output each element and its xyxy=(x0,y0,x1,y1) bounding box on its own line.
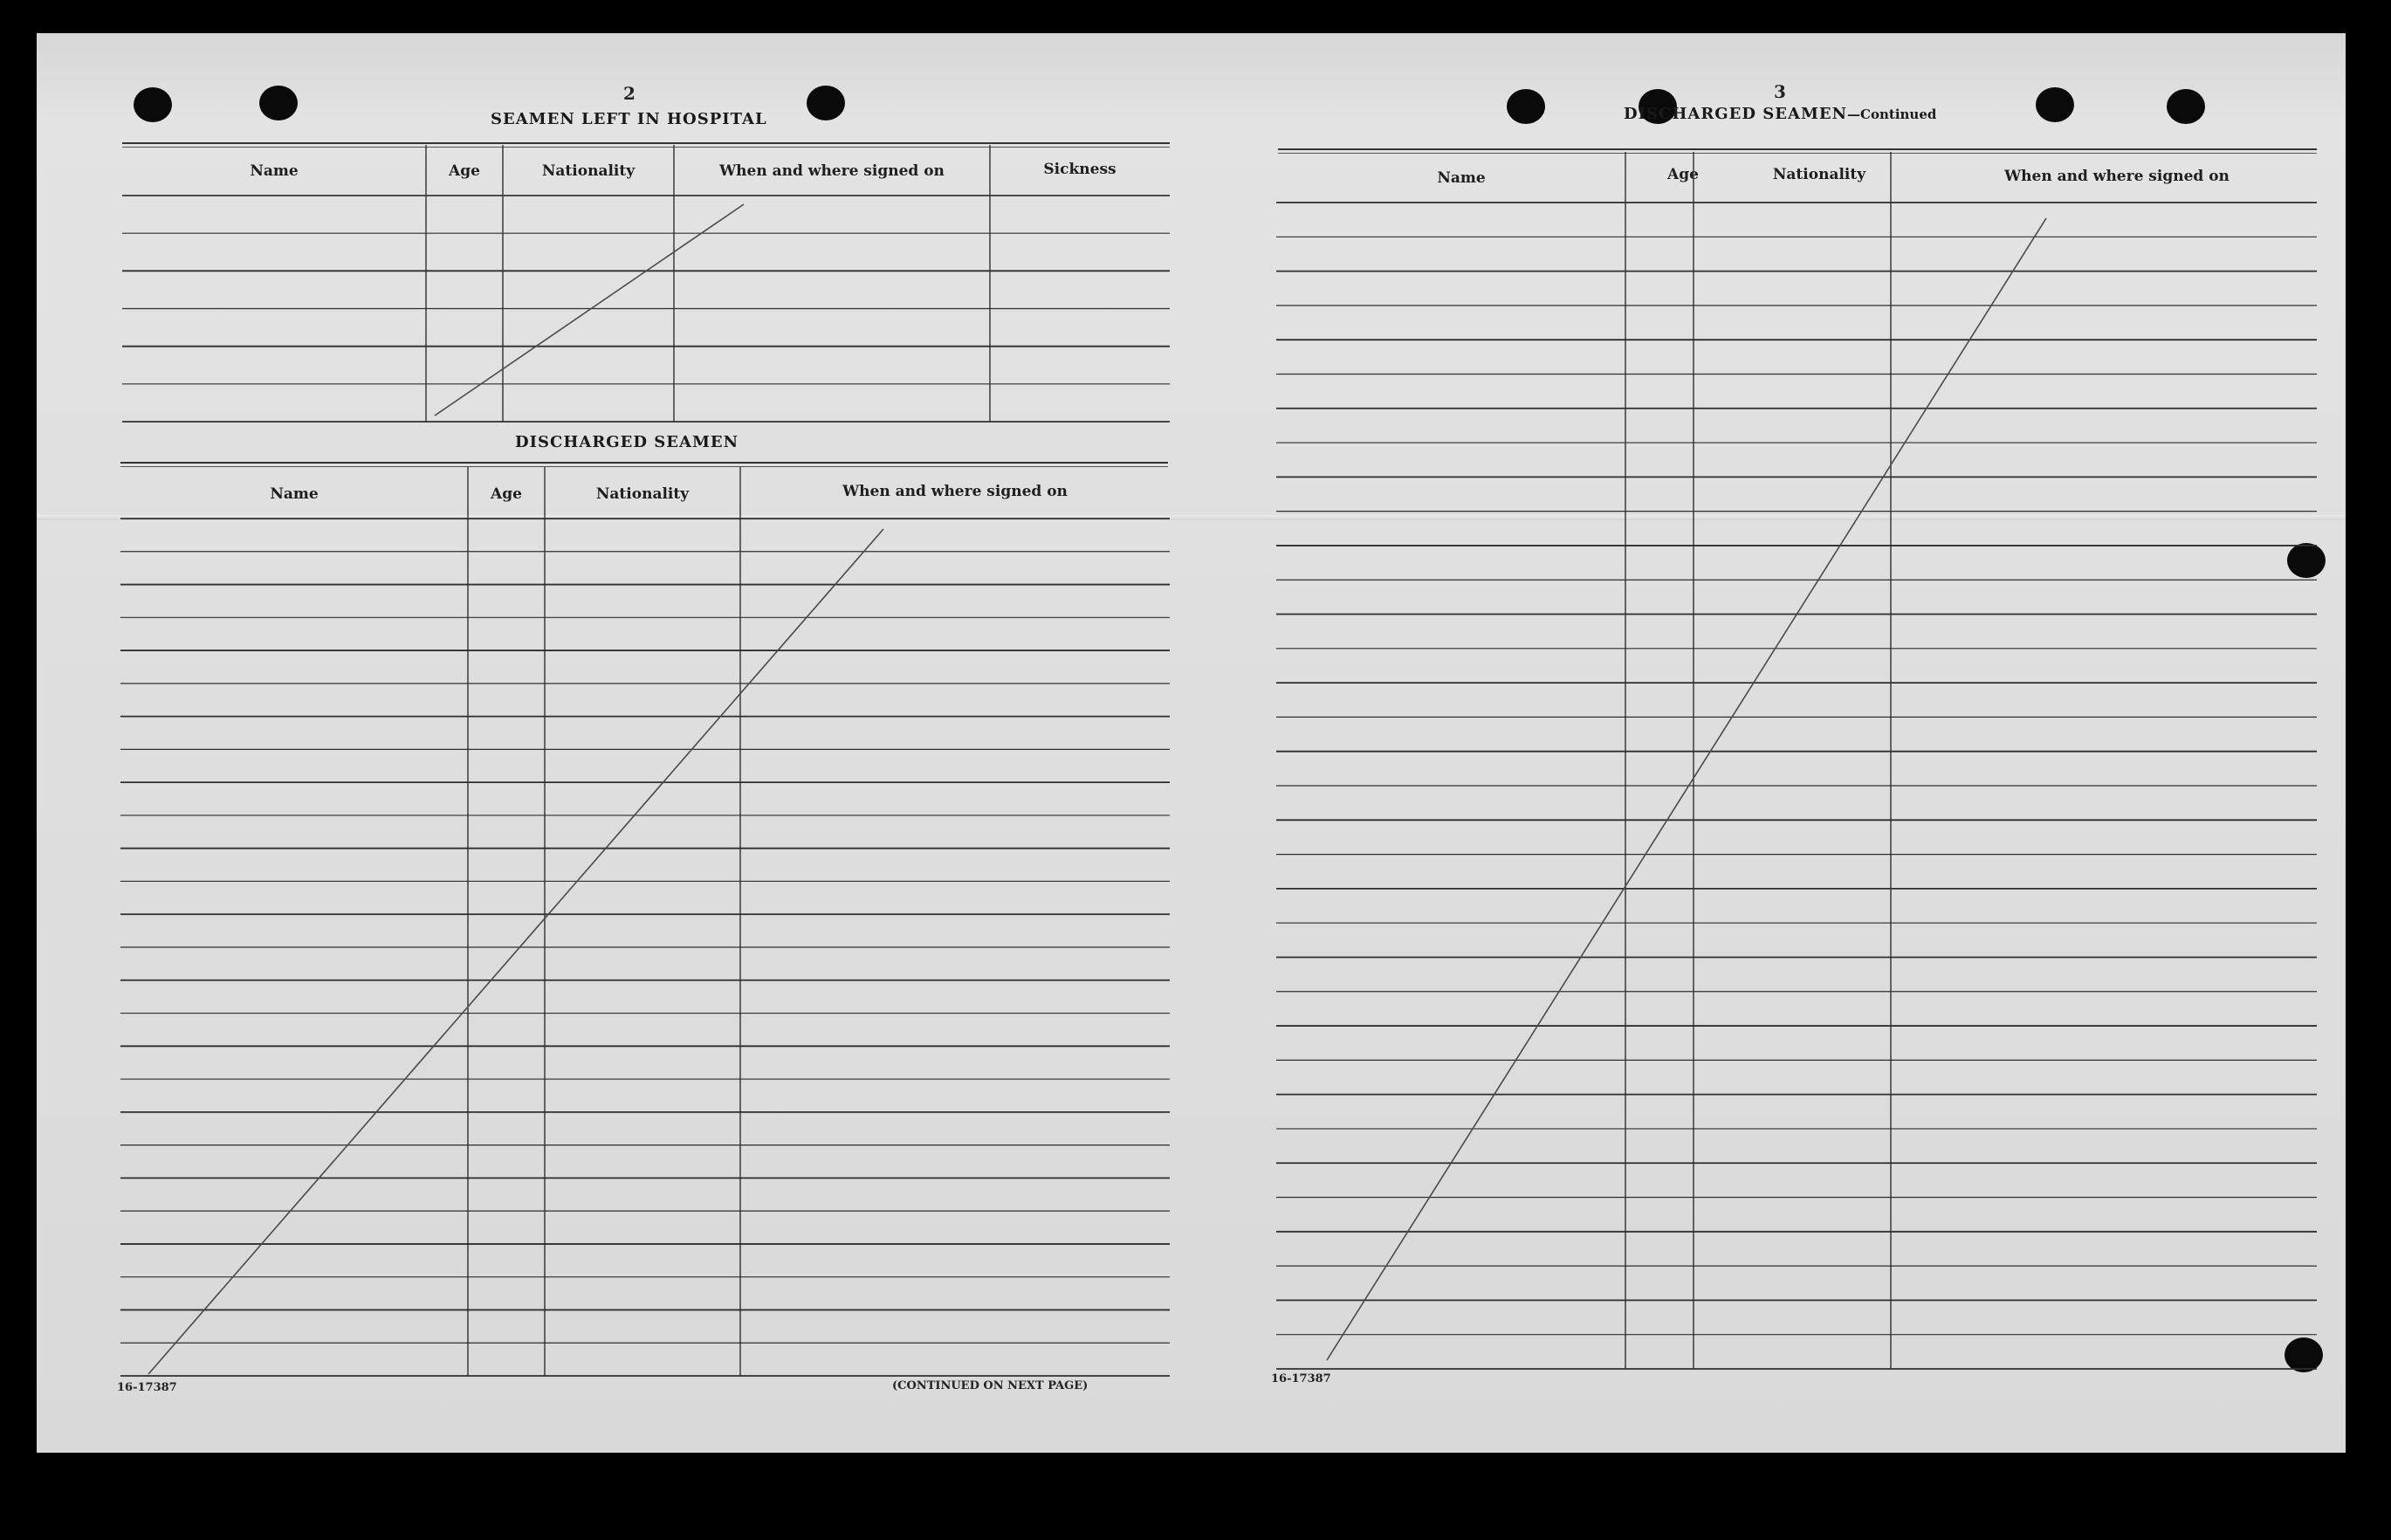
form-number-right: 16-17387 xyxy=(1271,1372,1331,1385)
cancellation-stroke-continued xyxy=(1327,218,2046,1360)
page-number-right: 3 xyxy=(1774,81,1786,102)
form-grid xyxy=(37,33,2346,1453)
discharged-col-age: Age xyxy=(491,485,522,503)
discharged-continued-title-main: DISCHARGED SEAMEN xyxy=(1624,105,1848,123)
hospital-col-name: Name xyxy=(250,162,299,180)
continued-col-age: Age xyxy=(1667,166,1699,183)
continued-note: (CONTINUED ON NEXT PAGE) xyxy=(892,1379,1089,1392)
discharged-col-signed-on: When and where signed on xyxy=(842,483,1068,500)
hospital-col-age: Age xyxy=(449,162,480,180)
discharged-section-title: DISCHARGED SEAMEN xyxy=(515,433,739,451)
continued-col-name: Name xyxy=(1437,169,1486,187)
discharged-col-nationality: Nationality xyxy=(595,485,690,503)
continued-col-signed-on: When and where signed on xyxy=(2004,168,2230,185)
discharged-col-name: Name xyxy=(270,485,319,503)
hospital-col-signed-on: When and where signed on xyxy=(719,162,945,180)
continued-col-nationality: Nationality xyxy=(1772,166,1866,183)
hospital-col-sickness: Sickness xyxy=(1043,161,1116,178)
document-sheet xyxy=(37,33,2346,1453)
cancellation-stroke-discharged xyxy=(148,529,883,1374)
hospital-col-nationality: Nationality xyxy=(541,162,636,180)
form-number-left: 16-17387 xyxy=(117,1381,177,1394)
page-number-left: 2 xyxy=(623,83,636,104)
continued-suffix: —Continued xyxy=(1847,107,1937,122)
hospital-section-title: SEAMEN LEFT IN HOSPITAL xyxy=(491,110,767,128)
